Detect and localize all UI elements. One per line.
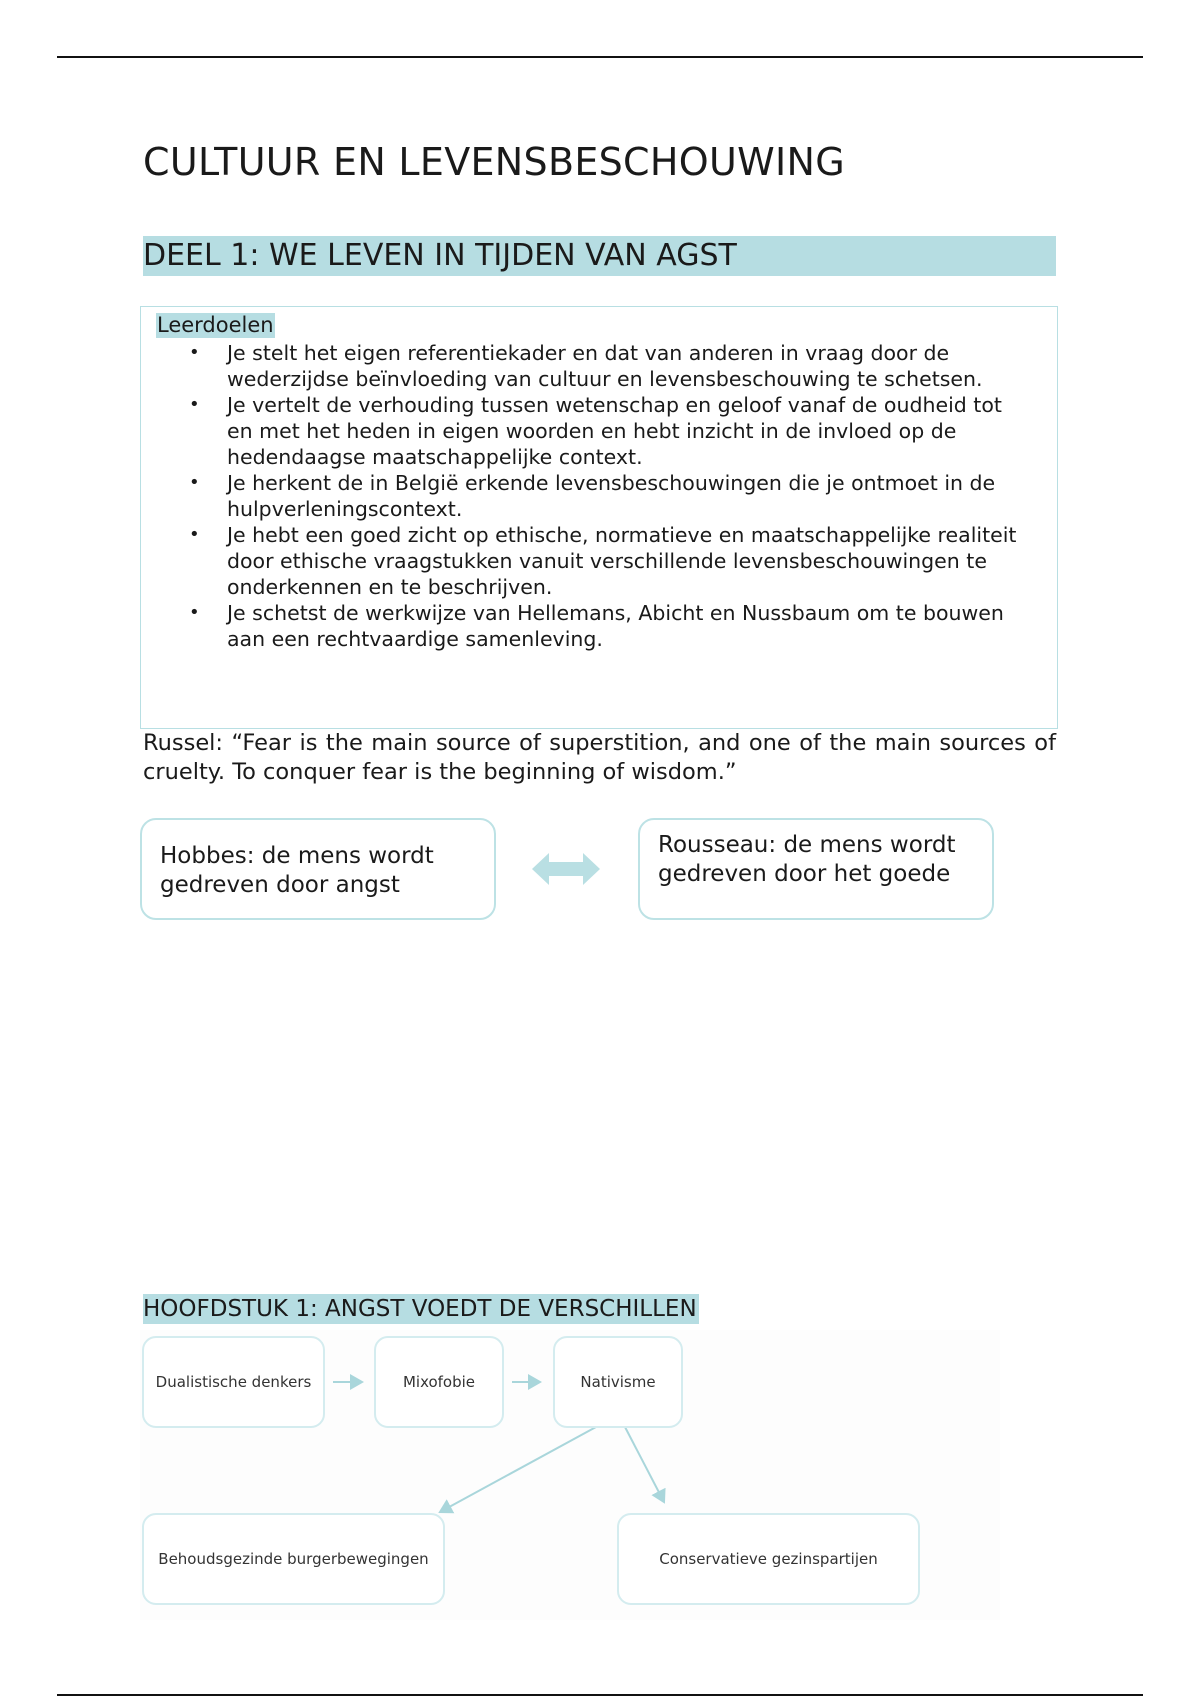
learning-goal-item: • Je stelt het eigen referentiekader en dat van anderen in vraag door de wederzijdse beïnvloeding van cultuur en levensbeschouwing te schetsen. (179, 340, 1029, 392)
learning-goal-item: • Je vertelt de verhouding tussen wetenschap en geloof vanaf de oudheid tot en met het heden in eigen woorden en hebt inzicht in de invloed op de hedendaagse maatschappelijke context. (179, 392, 1029, 470)
rousseau-card: Rousseau: de mens wordt gedreven door het goede (638, 818, 994, 920)
node-mixofobie: Mixofobie (374, 1336, 504, 1428)
learning-goal-item: • Je schetst de werkwijze van Hellemans, Abicht en Nussbaum om te bouwen aan een rechtvaardige samenleving. (179, 600, 1029, 652)
part-title: DEEL 1: WE LEVEN IN TIJDEN VAN AGST (143, 236, 1056, 276)
russel-quote: Russel: “Fear is the main source of superstition, and one of the main sources of cruelty. To conquer fear is the beginning of wisdom.” (143, 730, 1056, 785)
node-dualistische-denkers: Dualistische denkers (142, 1336, 325, 1428)
node-conservatieve-gezinspartijen: Conservatieve gezinspartijen (617, 1513, 920, 1605)
arrow-nativisme-behoudsgezinde (440, 1427, 596, 1512)
chapter-title: HOOFDSTUK 1: ANGST VOEDT DE VERSCHILLEN (143, 1296, 697, 1322)
arrow-nativisme-conservatieve (625, 1427, 664, 1502)
document-title: CULTUUR EN LEVENSBESCHOUWING (143, 140, 845, 184)
node-nativisme: Nativisme (553, 1336, 683, 1428)
bottom-rule (57, 1694, 1143, 1696)
learning-goal-item: • Je herkent de in België erkende levensbeschouwingen die je ontmoet in de hulpverleningscontext. (179, 470, 1029, 522)
hobbes-card: Hobbes: de mens wordt gedreven door angst (140, 818, 496, 920)
learning-goals-heading: Leerdoelen (157, 313, 274, 337)
learning-goal-item: • Je hebt een goed zicht op ethische, normatieve en maatschappelijke realiteit door ethische vraagstukken vanuit verschillende levensbeschouwingen te onderkennen en te beschrijven. (179, 522, 1029, 600)
node-behoudsgezinde-burgerbewegingen: Behoudsgezinde burgerbewegingen (142, 1513, 445, 1605)
